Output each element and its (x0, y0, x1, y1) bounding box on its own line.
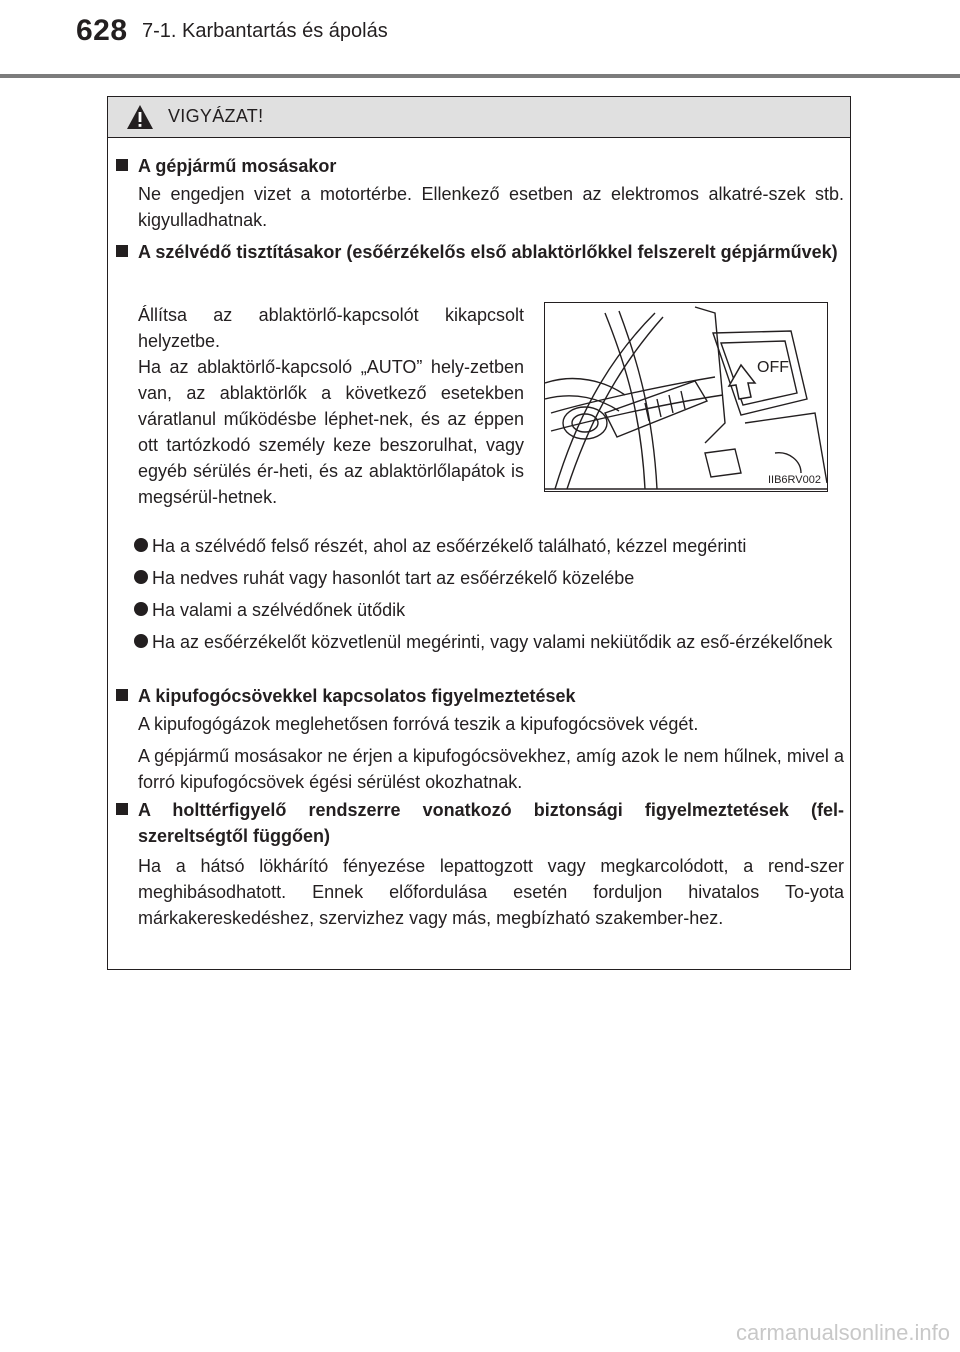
watermark: carmanualsonline.info (735, 1320, 950, 1345)
caution-header (108, 97, 850, 138)
section-paragraph: Ne engedjen vizet a motortérbe. Ellenkező esetben az elektromos alkatré-szek stb. kigyulladhatnak. (138, 184, 844, 230)
round-bullet-icon (134, 634, 148, 648)
list-item: Ha valami a szélvédőnek ütődik (152, 597, 844, 623)
section-paragraph: A gépjármű mosásakor ne érjen a kipufogócsövekhez, amíg azok le nem hűlnek, mivel a forró kipufogócsövek égési sérülést okozhatnak. (138, 746, 844, 792)
header-rule (0, 74, 960, 78)
figure (544, 302, 828, 492)
caution-box (107, 96, 851, 970)
section-heading: A szélvédő tisztításakor (esőérzékelős első ablaktörlőkkel felszerelt gépjárművek) (138, 239, 844, 265)
square-bullet-icon (116, 689, 128, 701)
square-bullet-icon (116, 803, 128, 815)
section-heading: A gépjármű mosásakor (138, 153, 844, 179)
wiper-switch-illustration (545, 303, 828, 492)
list-item: Ha az esőérzékelőt közvetlenül megérinti, vagy valami nekiütődik az eső-érzékelőnek (152, 629, 844, 655)
list-item: Ha a szélvédő felső részét, ahol az esőérzékelő található, kézzel megérinti (152, 533, 844, 559)
round-bullet-icon (134, 602, 148, 616)
list-item: Ha nedves ruhát vagy hasonlót tart az esőérzékelő közelébe (152, 565, 844, 591)
figure-off-label: OFF (757, 359, 789, 376)
round-bullet-icon (134, 538, 148, 552)
chapter-title: 7-1. Karbantartás és ápolás (142, 20, 388, 42)
section-paragraph: Állítsa az ablaktörlő-kapcsolót kikapcsolt helyzetbe. Ha az ablaktörlő-kapcsoló „AUTO” hely-zetben van, az ablaktörlők a következő esetekben váratlanul működésbe léphet-nek, és az éppen ott tartózkodó személy keze beszorulhat, vagy egyéb sérülés ér-heti, és az ablaktörlőlapátok is megsérül-hetnek. (138, 305, 524, 507)
figure-code: IIB6RV002 (767, 474, 821, 486)
section-heading: A kipufogócsövekkel kapcsolatos figyelmeztetések (138, 683, 844, 709)
section-paragraph: A kipufogógázok meglehetősen forróvá teszik a kipufogócsövek végét. (138, 714, 699, 734)
warning-triangle-icon (126, 104, 154, 130)
section-heading: A holttérfigyelő rendszerre vonatkozó biztonsági figyelmeztetések (fel-szereltségtől függően) (138, 797, 844, 849)
page-number: 628 (76, 14, 128, 47)
round-bullet-icon (134, 570, 148, 584)
square-bullet-icon (116, 159, 128, 171)
caution-label: VIGYÁZAT! (168, 106, 264, 126)
section-paragraph: Ha a hátsó lökhárító fényezése lepattogzott vagy megkarcolódott, a rend-szer meghibásodhatott. Ennek előfordulása esetén forduljon hivatalos To-yota márkakereskedéshez, szervizhez vagy más, megbízható szakember-hez. (138, 856, 844, 928)
square-bullet-icon (116, 245, 128, 257)
off-arrow-icon (729, 365, 755, 399)
